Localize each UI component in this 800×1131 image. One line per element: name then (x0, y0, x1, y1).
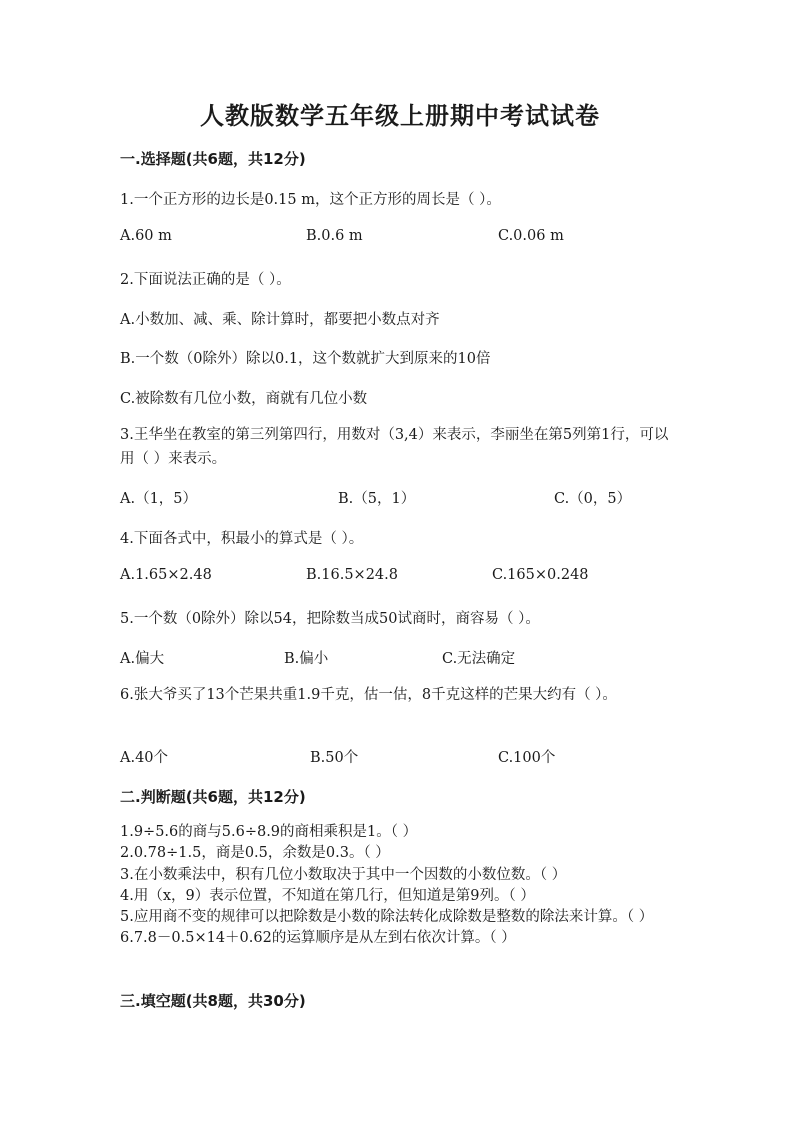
question-3-stem: 3.王华坐在教室的第三列第四行，用数对（3,4）来表示，李丽坐在第5列第1行，可以用（ ）来表示。 (120, 427, 669, 467)
question-5-option-b: B.偏小 (284, 651, 329, 667)
question-3-option-c: C.（0，5） (554, 491, 632, 507)
question-1-option-b: B.0.6 m (306, 228, 363, 244)
judgment-item: 2.0.78÷1.5，商是0.5，余数是0.3。（ ） (120, 845, 390, 862)
question-3-option-b: B.（5，1） (338, 491, 416, 507)
question-1-stem: 1.一个正方形的边长是0.15 m，这个正方形的周长是（ ）。 (120, 192, 501, 208)
question-1-option-a: A.60 m (120, 228, 172, 244)
question-4-option-b: B.16.5×24.8 (306, 567, 398, 583)
section-heading-judgment: 二.判断题(共6题，共12分) (120, 788, 306, 806)
section-heading-fill-in: 三.填空题(共8题，共30分) (120, 992, 306, 1010)
judgment-item: 1.9÷5.6的商与5.6÷8.9的商相乘积是1。（ ） (120, 824, 418, 840)
judgment-item: 5.应用商不变的规律可以把除数是小数的除法转化成除数是整数的除法来计算。（ ） (120, 909, 654, 926)
judgment-item: 3.在小数乘法中，积有几位小数取决于其中一个因数的小数位数。（ ） (120, 866, 567, 883)
question-4-option-a: A.1.65×2.48 (120, 567, 212, 583)
question-2-option-a: A.小数加、减、乘、除计算时，都要把小数点对齐 (120, 312, 440, 328)
question-6-option-a: A.40个 (120, 750, 169, 766)
question-4-stem: 4.下面各式中，积最小的算式是（ ）。 (120, 531, 364, 547)
page-title: 人教版数学五年级上册期中考试试卷 (200, 102, 600, 130)
question-4-option-c: C.165×0.248 (492, 567, 589, 583)
judgment-item: 6.7.8－0.5×14＋0.62的运算顺序是从左到右依次计算。（ ） (120, 930, 516, 947)
question-2-stem: 2.下面说法正确的是（ ）。 (120, 272, 291, 288)
question-6-option-c: C.100个 (498, 750, 556, 766)
judgment-item: 4.用（x，9）表示位置，不知道在第几行，但知道是第9列。（ ） (120, 887, 535, 904)
question-6-option-b: B.50个 (310, 750, 359, 766)
question-1-option-c: C.0.06 m (498, 228, 564, 244)
question-3-option-a: A.（1，5） (120, 491, 198, 507)
question-5-stem: 5.一个数（0除外）除以54，把除数当成50试商时，商容易（ ）。 (120, 611, 540, 627)
question-2-option-b: B.一个数（0除外）除以0.1，这个数就扩大到原来的10倍 (120, 351, 491, 367)
question-2-option-c: C.被除数有几位小数，商就有几位小数 (120, 391, 368, 407)
question-5-option-a: A.偏大 (120, 651, 165, 667)
judgment-list (120, 822, 680, 950)
question-5-option-c: C.无法确定 (442, 651, 516, 667)
question-6-stem: 6.张大爷买了13个芒果共重1.9千克，估一估，8千克这样的芒果大约有（ ）。 (120, 687, 617, 703)
section-heading-choice: 一.选择题(共6题，共12分) (120, 150, 306, 168)
